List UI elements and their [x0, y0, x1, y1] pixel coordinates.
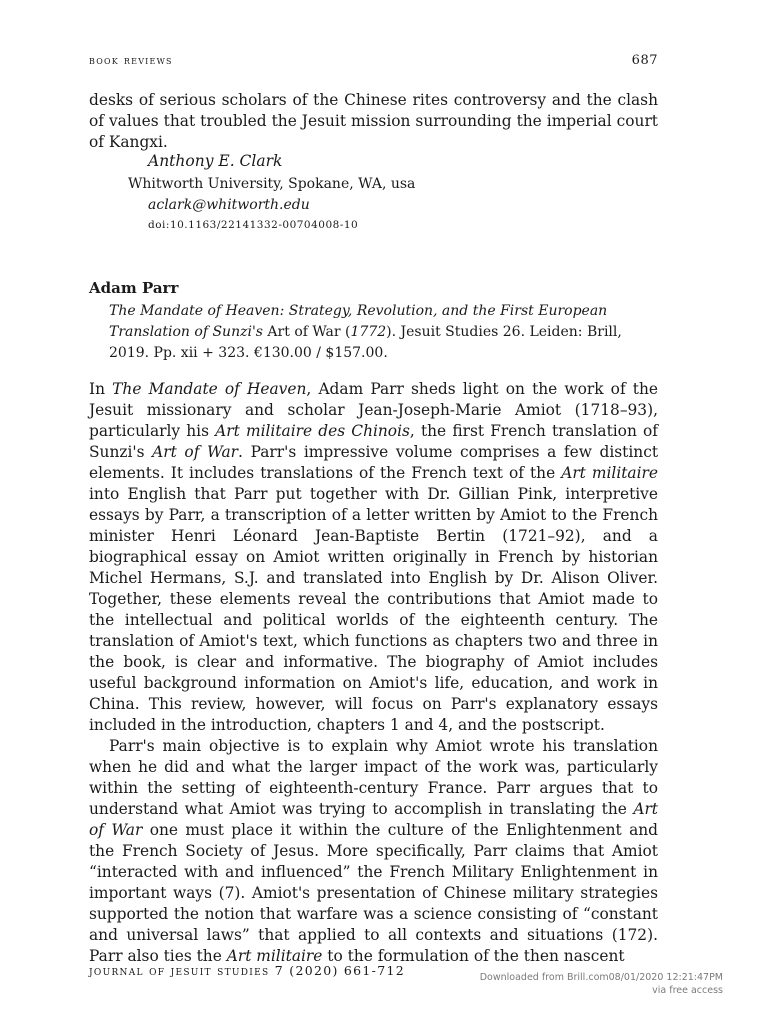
- text-run: into English that Parr put together with Dr. Gillian Pink, interpretive essays by Parr, a transcription of a letter written by Amiot to the French minister Henri Léonard Jean-Baptiste Bertin (1721–92), and a biographical essay on Amiot written originally in French by historian Michel Hermans, S.J. and translated into English by Dr. Alison Oliver. Together, these elements reveal the contributions that Amiot made to the intellectual and political worlds of the eighteenth century. The translation of Amiot's text, which functions as chapters two and three in the book, is clear and informative. The biography of Amiot includes useful background information on Amiot's life, education, and work in China. This review, however, will focus on Parr's explanatory essays included in the introduction, chapters 1 and 4, and the postscript.: [89, 485, 658, 734]
- previous-review-closing: [89, 90, 658, 153]
- italic-title: The Mandate of Heaven: [112, 380, 307, 398]
- year-paren: (: [345, 324, 351, 340]
- book-title-roman: Art of War: [262, 324, 346, 340]
- book-year: 1772: [350, 324, 387, 340]
- reviewer-affiliation: Whitworth University, Spokane, WA, usa: [128, 176, 416, 192]
- closing-paragraph: desks of serious scholars of the Chinese rites controversy and the clash of values that troubled the Jesuit mission surrounding the imperial court of Kangxi.: [89, 91, 658, 151]
- book-title: The Mandate of Heaven: Strategy, Revolution, and the First European Translation of Sunzi's: [109, 303, 608, 340]
- paragraph-1: [89, 379, 658, 736]
- review-body: [89, 379, 658, 967]
- reviewed-book-author: Adam Parr: [89, 279, 179, 297]
- reviewer-email[interactable]: aclark@whitworth.edu: [148, 197, 310, 213]
- text-run: , Adam Parr sheds light on the work of the Jesuit missionary and scholar Jean-Joseph-Marie Amiot (1718–93), particularly his: [89, 380, 658, 440]
- journal-footer: journal of jesuit studies 7 (2020) 661-712: [89, 963, 405, 978]
- text-run: , the first French translation of Sunzi's: [89, 422, 658, 461]
- download-line-2: via free access: [652, 985, 723, 996]
- text-run: . Parr's impressive volume comprises a few distinct elements. It includes translations of the French text of the: [89, 443, 659, 482]
- reviewer-name: Anthony E. Clark: [148, 152, 283, 170]
- italic-title: Art of War: [152, 443, 239, 461]
- paragraph-2: [89, 736, 658, 967]
- download-line-1: Downloaded from Brill.com08/01/2020 12:21:47PM: [479, 972, 723, 983]
- review-doi[interactable]: doi:10.1163/22141332-00704008-10: [148, 219, 359, 231]
- text-run: In: [89, 380, 113, 398]
- italic-title: Art militaire des Chinois: [215, 422, 410, 440]
- italic-title: Art militaire: [561, 464, 658, 482]
- italic-title: Art militaire: [226, 947, 323, 965]
- page-number: 687: [631, 53, 658, 68]
- italic-title: Art of War: [89, 800, 658, 839]
- text-run: Parr's main objective is to explain why Amiot wrote his translation when he did and what the larger impact of the work was, particularly within the setting of eighteenth-century France. Parr argues that to understand what Amiot was trying to accomplish in translating the: [89, 737, 658, 818]
- citation-details: ). Jesuit Studies 26. Leiden: Brill, 2019. Pp. xii + 323. €130.00 / $157.00.: [109, 324, 622, 361]
- text-run: one must place it within the culture of the Enlightenment and the French Society of Jesus. More specifically, Parr claims that Amiot “interacted with and influenced” the French Military Enlightenment in important ways (7). Amiot's presentation of Chinese military strategies supported the notion that warfare was a science consisting of “constant and universal laws” that applied to all contexts and situations (172). Parr also ties the: [89, 821, 659, 965]
- download-stamp: [480, 971, 723, 997]
- book-citation: [109, 301, 657, 364]
- section-title: book reviews: [89, 53, 173, 67]
- running-head: [89, 53, 658, 68]
- text-run: to the formulation of the then nascent: [322, 947, 625, 965]
